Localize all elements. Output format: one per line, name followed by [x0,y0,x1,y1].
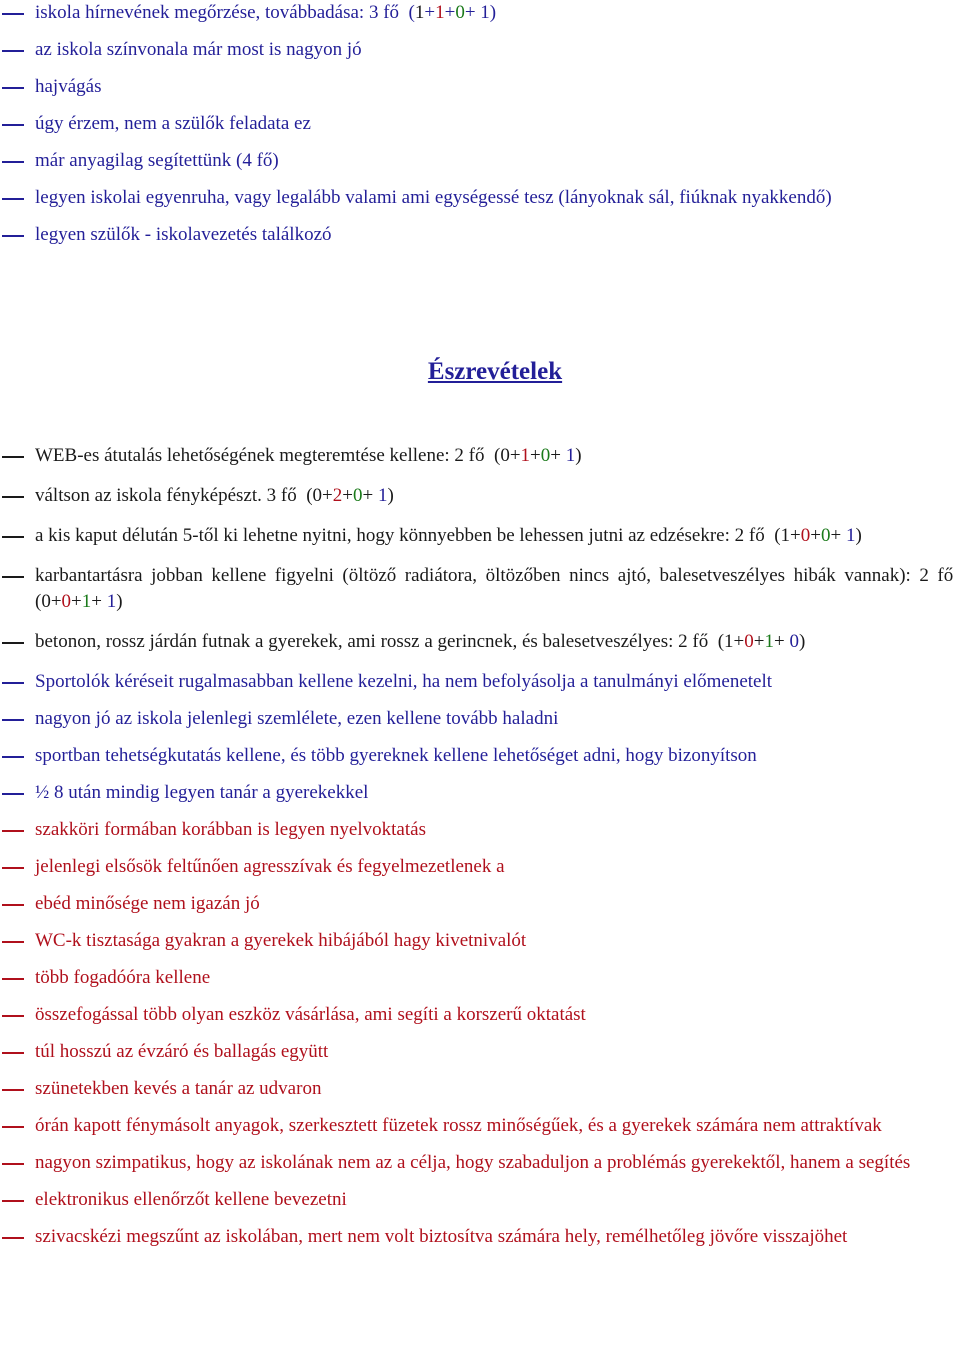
list-item-text: iskola hírnevének megőrzése, továbbadása: 3 fő [35,2,400,23]
vote-count: 1 [724,631,734,652]
list-item-text: elektronikus ellenőrzőt kellene bevezetni [35,1189,347,1210]
list-item [0,74,960,100]
vote-breakdown: (0+0+1+ 1) [35,565,958,612]
list-item [0,891,960,917]
list-item-text: ½ 8 után mindig legyen tanár a gyerekekkel [35,782,369,803]
list-item-text: nagyon szimpatikus, hogy az iskolának nem az a célja, hogy szabaduljon a problémás gyerekektől, hanem a segítés [35,1152,911,1173]
vote-count: 1 [106,591,117,612]
vote-count: 0 [312,485,323,506]
list-item [0,185,960,211]
list-item-text: karbantartásra jobban kellene figyelni (öltöző radiátora, öltözőben nincs ajtó, balesetveszélyes hibák vannak): 2 fő [35,565,954,586]
vote-count: 1 [565,445,576,466]
list-item [0,854,960,880]
list-item [0,483,960,509]
vote-count: 0 [540,445,551,466]
list-item-text: jelenlegi elsősök feltűnően agresszívak és fegyelmezetlenek a [35,856,505,877]
list-item [0,965,960,991]
vote-count: 1 [377,485,388,506]
vote-count: 0 [744,631,754,652]
top-list [0,0,960,259]
list-item-text: órán kapott fénymásolt anyagok, szerkesztett füzetek rossz minőségűek, és a gyerekek számára nem attraktívak [35,1115,882,1136]
vote-breakdown: (1+0+0+ 1) [764,525,862,546]
list-item-text: váltson az iskola fényképészt. 3 fő [35,485,297,506]
vote-breakdown: (1+1+0+ 1) [399,2,497,23]
list-item-text: nagyon jó az iskola jelenlegi szemlélete, ezen kellene tovább haladni [35,708,559,729]
list-item-text: az iskola színvonala már most is nagyon jó [35,39,362,60]
list-item [0,1187,960,1213]
vote-count: 1 [81,591,92,612]
vote-count: 0 [820,525,831,546]
remarks-list [0,443,960,1261]
list-item-text: szivacskézi megszűnt az iskolában, mert nem volt biztosítva számára hely, remélhetőleg jövőre visszajöhet [35,1226,848,1247]
list-item-text: a kis kaput délután 5-től ki lehetne nyitni, hogy könnyebben be lehessen jutni az edzésekre: 2 fő [35,525,765,546]
list-item [0,1002,960,1028]
vote-count: 1 [480,2,490,23]
list-item [0,563,960,615]
list-item [0,1039,960,1065]
list-item-text: Sportolók kéréseit rugalmasabban kellene kezelni, ha nem befolyásolja a tanulmányi előmenetelt [35,671,773,692]
list-item [0,148,960,174]
list-item [0,743,960,769]
list-item-text: legyen iskolai egyenruha, vagy legalább valami ami egységessé tesz (lányoknak sál, fiúknak nyakkendő) [35,187,832,208]
list-item [0,523,960,549]
list-item-text: WC-k tisztasága gyakran a gyerekek hibájából hagy kivetnivalót [35,930,527,951]
list-item-text: szakköri formában korábban is legyen nyelvoktatás [35,819,426,840]
list-item [0,1076,960,1102]
list-item-text: ebéd minősége nem igazán jó [35,893,260,914]
list-item-text: már anyagilag segítettünk (4 fő) [35,150,279,171]
list-item [0,111,960,137]
list-item [0,222,960,248]
vote-breakdown: (0+1+0+ 1) [484,445,582,466]
list-item-text: szünetekben kevés a tanár az udvaron [35,1078,322,1099]
vote-count: 0 [61,591,72,612]
list-item-text: betonon, rossz járdán futnak a gyerekek, ami rossz a gerincnek, és balesetveszélyes: 2 fő [35,631,709,652]
list-item [0,443,960,469]
list-item [0,669,960,695]
list-item [0,37,960,63]
vote-count: 1 [845,525,856,546]
section-heading: Észrevételek [427,358,563,385]
list-item [0,1224,960,1250]
vote-breakdown: (0+2+0+ 1) [296,485,394,506]
list-item-text: úgy érzem, nem a szülők feladata ez [35,113,311,134]
vote-count: 0 [352,485,363,506]
list-item-text: túl hosszú az évzáró és ballagás együtt [35,1041,329,1062]
list-item-text: több fogadóóra kellene [35,967,211,988]
list-item [0,817,960,843]
list-item [0,928,960,954]
list-item-text: összefogással több olyan eszköz vásárlása, ami segíti a korszerű oktatást [35,1004,586,1025]
list-item [0,706,960,732]
list-item-text: WEB-es átutalás lehetőségének megteremtése kellene: 2 fő [35,445,485,466]
vote-count: 0 [500,445,510,466]
list-item [0,0,960,26]
vote-count: 0 [789,631,799,652]
list-item [0,1113,960,1139]
list-item-text: sportban tehetségkutatás kellene, és több gyereknek kellene lehetőséget adni, hogy bizonyítson [35,745,757,766]
vote-count: 1 [520,445,531,466]
list-item-text: hajvágás [35,76,102,97]
vote-count: 0 [455,2,465,23]
vote-count: 2 [332,485,343,506]
list-item-text: legyen szülők - iskolavezetés találkozó [35,224,332,245]
list-item [0,780,960,806]
vote-count: 1 [780,525,791,546]
vote-count: 0 [41,591,51,612]
vote-count: 1 [435,2,445,23]
list-item [0,629,960,655]
vote-count: 1 [764,631,774,652]
vote-breakdown: (1+0+1+ 0) [708,631,806,652]
vote-count: 1 [414,2,425,23]
list-item [0,1150,960,1176]
vote-count: 0 [800,525,811,546]
